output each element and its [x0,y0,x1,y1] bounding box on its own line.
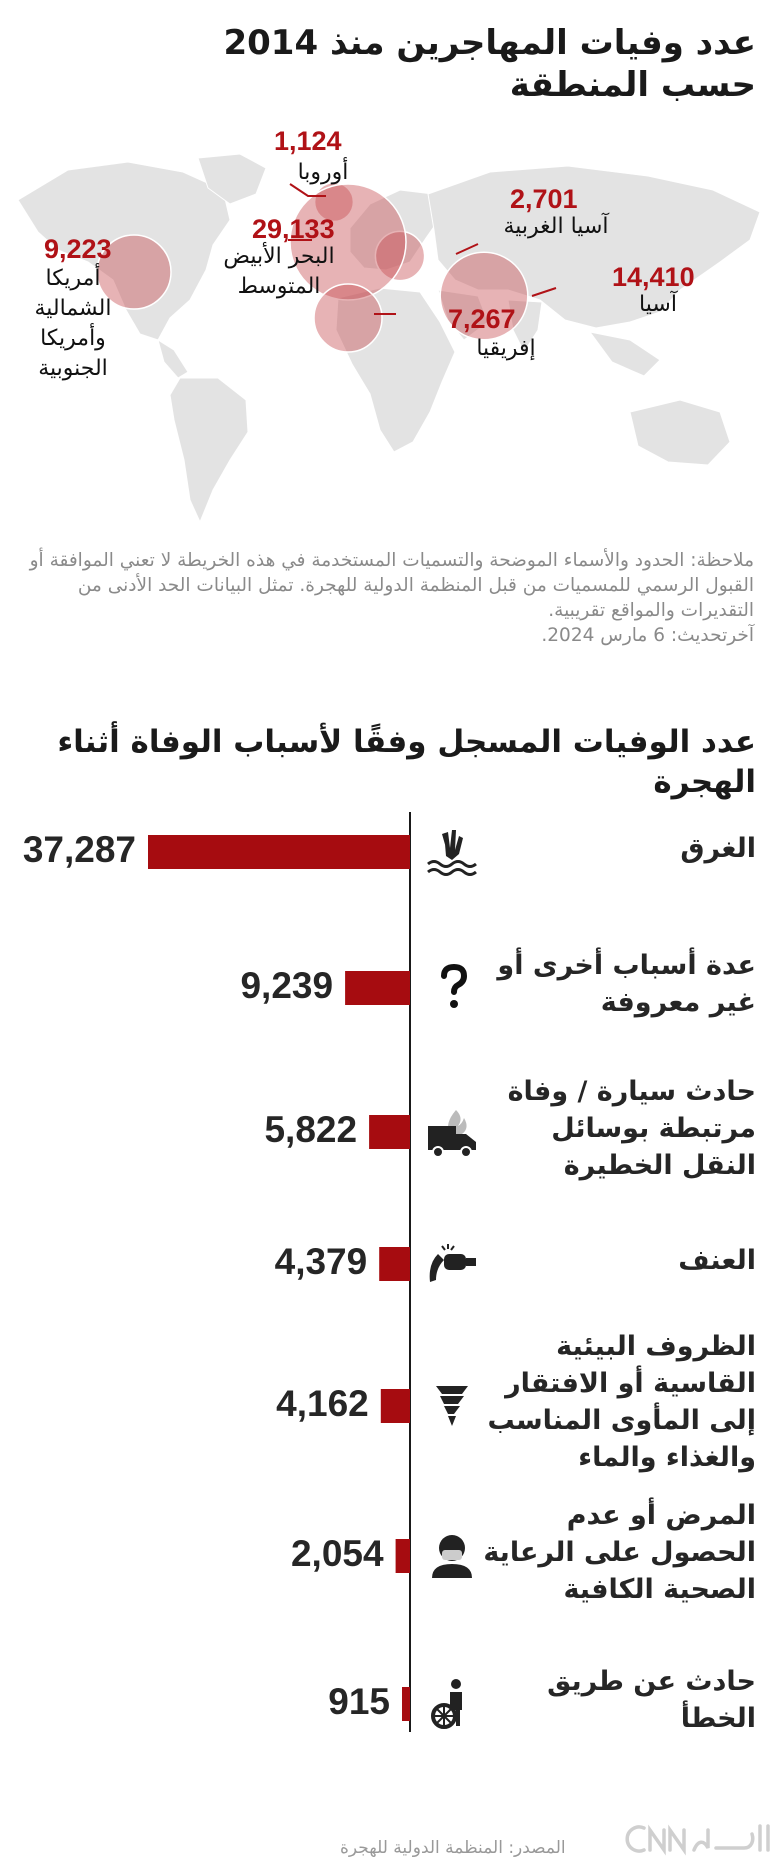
world-map [8,126,772,530]
bar-3 [369,1115,410,1149]
cause-label: عدة أسباب أخرى أو غير معروفة [497,950,756,1018]
note-text: ملاحظة: الحدود والأسماء الموضحة والتسميات المستخدمة في هذه الخريطة لا تعني الموافقة أو القبول الرسمي للمسميات من قبل المنظمة الدولية للهجرة. تمثل البيانات الحد الأدنى من التقديرات والمواقع تقريبية. [29,550,754,621]
source-label: المصدر: المنظمة الدولية للهجرة [340,1838,566,1858]
bar-1 [148,835,410,869]
bar-5 [381,1389,410,1423]
africa-value: 7,267 [448,304,516,334]
cause-label: حادث عن طريق الخطأ [547,1666,756,1734]
cause-label: العنف [678,1244,756,1276]
europe-value: 1,124 [274,126,342,156]
tornado-icon [424,1380,480,1436]
cause-label: المرض أو عدم الحصول على الرعاية الصحية الكافية [483,1499,756,1605]
bar-value-label: 2,054 [290,1533,384,1574]
page-title: عدد وفيات المهاجرين منذ 2014 حسب المنطقة [223,23,756,105]
bar-value-label: 5,822 [264,1109,358,1150]
mediterranean-label: البحر الأبيض المتوسط [223,244,335,299]
logo-graphic [624,1818,774,1860]
west-asia-label: آسيا الغربية [503,214,609,239]
map-note [24,548,754,648]
logo-arabic-lettering [694,1826,768,1850]
bar-6 [396,1539,410,1573]
africa-label: إفريقيا [476,336,536,361]
asia-value: 14,410 [612,262,695,292]
cause-label: الظروف البيئية القاسية أو الافتقار إلى المأوى المناسب والغذاء والماء [487,1331,756,1473]
bar-value-label: 37,287 [22,829,136,870]
mediterranean-value: 29,133 [252,214,335,244]
southeast-asia-shape [590,332,660,376]
vehicle-fire-icon [424,1106,480,1162]
last-updated: آخرتحديث: 6 مارس 2024. [541,625,754,646]
bar-value-label: 4,379 [274,1241,368,1282]
wheelchair-icon [424,1678,480,1734]
sick-person-icon [424,1530,480,1586]
bar-value-label: 915 [328,1681,390,1722]
australia-shape [630,400,730,465]
logo-cnn-mark [627,1827,684,1851]
americas-value: 9,223 [44,234,112,264]
cause-label: الغرق [680,832,756,864]
bar-value-label: 4,162 [276,1383,369,1424]
bar-7 [402,1687,410,1721]
americas-label: أمريكا الشمالية وأمريكا الجنوبية [34,266,112,381]
west-asia-value: 2,701 [510,184,578,214]
question-mark-icon [424,962,480,1018]
bar-2 [345,971,410,1005]
asia-label: آسيا [639,292,677,317]
cnn-arabic-logo [624,1818,774,1860]
europe-label: أوروبا [297,160,349,185]
bar-4 [379,1247,410,1281]
cause-label: حادث سيارة / وفاة مرتبطة بوسائل النقل الخطيرة [507,1075,756,1181]
chart-title: عدد الوفيات المسجل وفقًا لأسباب الوفاة أثناء الهجرة [57,724,756,800]
central-america-shape [158,340,188,378]
violence-icon [424,1238,480,1294]
bar-value-label: 9,239 [240,965,334,1006]
drowning-icon [424,826,480,882]
south-america-shape [170,378,248,522]
